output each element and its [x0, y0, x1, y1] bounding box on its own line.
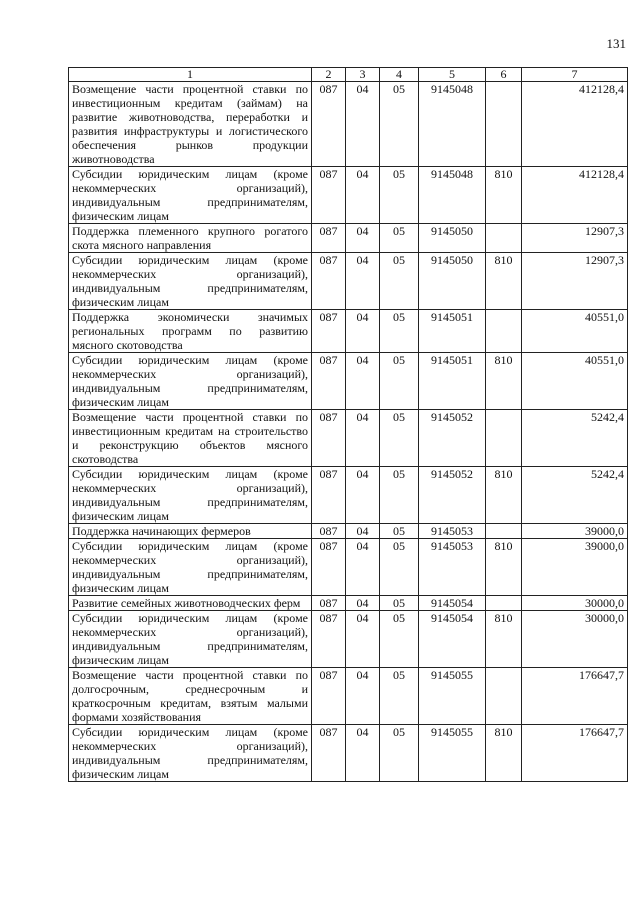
- code-cell: 9145053: [419, 524, 486, 539]
- code-cell: 9145050: [419, 253, 486, 310]
- header-cell: 6: [486, 68, 522, 82]
- code-cell: 05: [380, 410, 419, 467]
- item-name-cell: Субсидии юридическим лицам (кроме некоммерческих организаций), индивидуальным предпринимателям, физическим лицам: [69, 467, 312, 524]
- table-row: [69, 82, 628, 167]
- code-cell: 04: [346, 596, 380, 611]
- table-row: [69, 725, 628, 782]
- item-name-cell: Возмещение части процентной ставки по инвестиционным кредитам (займам) на развитие животноводства, переработки и развития инфраструктуры и логистического обеспечения рынков продукции животноводства: [69, 82, 312, 167]
- code-cell: 087: [312, 539, 346, 596]
- amount-cell: 12907,3: [522, 253, 628, 310]
- code-cell: 087: [312, 310, 346, 353]
- code-cell: 9145051: [419, 310, 486, 353]
- code-cell: 810: [486, 253, 522, 310]
- code-cell: 087: [312, 467, 346, 524]
- table-row: [69, 539, 628, 596]
- code-cell: 9145054: [419, 611, 486, 668]
- code-cell: 087: [312, 668, 346, 725]
- code-cell: 087: [312, 82, 346, 167]
- code-cell: 04: [346, 725, 380, 782]
- table-row: [69, 353, 628, 410]
- amount-cell: 39000,0: [522, 524, 628, 539]
- page-number: 131: [606, 36, 626, 51]
- amount-cell: 412128,4: [522, 167, 628, 224]
- code-cell: 9145053: [419, 539, 486, 596]
- item-name-cell: Субсидии юридическим лицам (кроме некоммерческих организаций), индивидуальным предпринимателям, физическим лицам: [69, 353, 312, 410]
- code-cell: [486, 410, 522, 467]
- code-cell: 04: [346, 539, 380, 596]
- header-cell: 3: [346, 68, 380, 82]
- table-row: [69, 167, 628, 224]
- code-cell: 05: [380, 310, 419, 353]
- code-cell: 9145052: [419, 410, 486, 467]
- code-cell: 810: [486, 539, 522, 596]
- header-cell: 2: [312, 68, 346, 82]
- table-row: [69, 253, 628, 310]
- code-cell: 810: [486, 611, 522, 668]
- amount-cell: 30000,0: [522, 596, 628, 611]
- code-cell: [486, 524, 522, 539]
- table-row: [69, 410, 628, 467]
- item-name-cell: Поддержка экономически значимых региональных программ по развитию мясного скотоводства: [69, 310, 312, 353]
- code-cell: [486, 82, 522, 167]
- code-cell: 9145048: [419, 167, 486, 224]
- code-cell: 04: [346, 611, 380, 668]
- code-cell: 05: [380, 167, 419, 224]
- code-cell: 9145055: [419, 668, 486, 725]
- amount-cell: 40551,0: [522, 310, 628, 353]
- code-cell: 087: [312, 410, 346, 467]
- code-cell: 05: [380, 224, 419, 253]
- code-cell: 810: [486, 353, 522, 410]
- amount-cell: 40551,0: [522, 353, 628, 410]
- code-cell: 04: [346, 253, 380, 310]
- table-row: [69, 668, 628, 725]
- amount-cell: 5242,4: [522, 410, 628, 467]
- item-name-cell: Поддержка племенного крупного рогатого скота мясного направления: [69, 224, 312, 253]
- code-cell: 05: [380, 524, 419, 539]
- code-cell: 810: [486, 167, 522, 224]
- code-cell: 05: [380, 82, 419, 167]
- table-row: [69, 524, 628, 539]
- code-cell: 087: [312, 253, 346, 310]
- code-cell: 04: [346, 410, 380, 467]
- code-cell: 9145054: [419, 596, 486, 611]
- item-name-cell: Субсидии юридическим лицам (кроме некоммерческих организаций), индивидуальным предпринимателям, физическим лицам: [69, 167, 312, 224]
- code-cell: 04: [346, 310, 380, 353]
- amount-cell: 39000,0: [522, 539, 628, 596]
- header-cell: 1: [69, 68, 312, 82]
- code-cell: 05: [380, 539, 419, 596]
- code-cell: 9145051: [419, 353, 486, 410]
- code-cell: 9145055: [419, 725, 486, 782]
- code-cell: 810: [486, 467, 522, 524]
- code-cell: 05: [380, 725, 419, 782]
- code-cell: 04: [346, 224, 380, 253]
- code-cell: [486, 596, 522, 611]
- code-cell: 04: [346, 524, 380, 539]
- item-name-cell: Возмещение части процентной ставки по долгосрочным, среднесрочным и краткосрочным кредитам, взятым малыми формами хозяйствования: [69, 668, 312, 725]
- code-cell: 087: [312, 224, 346, 253]
- code-cell: 04: [346, 82, 380, 167]
- code-cell: 05: [380, 353, 419, 410]
- item-name-cell: Субсидии юридическим лицам (кроме некоммерческих организаций), индивидуальным предпринимателям, физическим лицам: [69, 611, 312, 668]
- amount-cell: 5242,4: [522, 467, 628, 524]
- code-cell: 087: [312, 596, 346, 611]
- table-row: [69, 310, 628, 353]
- code-cell: 04: [346, 467, 380, 524]
- header-cell: 5: [419, 68, 486, 82]
- item-name-cell: Субсидии юридическим лицам (кроме некоммерческих организаций), индивидуальным предпринимателям, физическим лицам: [69, 253, 312, 310]
- item-name-cell: Развитие семейных животноводческих ферм: [69, 596, 312, 611]
- code-cell: 9145048: [419, 82, 486, 167]
- budget-table: [68, 67, 628, 782]
- header-row: [69, 68, 628, 82]
- code-cell: 05: [380, 467, 419, 524]
- table-row: [69, 611, 628, 668]
- item-name-cell: Субсидии юридическим лицам (кроме некоммерческих организаций), индивидуальным предпринимателям, физическим лицам: [69, 725, 312, 782]
- code-cell: 087: [312, 725, 346, 782]
- amount-cell: 12907,3: [522, 224, 628, 253]
- code-cell: 087: [312, 611, 346, 668]
- table-row: [69, 596, 628, 611]
- code-cell: 087: [312, 353, 346, 410]
- code-cell: [486, 310, 522, 353]
- header-cell: 4: [380, 68, 419, 82]
- amount-cell: 30000,0: [522, 611, 628, 668]
- code-cell: 05: [380, 611, 419, 668]
- code-cell: 04: [346, 353, 380, 410]
- code-cell: 087: [312, 167, 346, 224]
- code-cell: 04: [346, 668, 380, 725]
- code-cell: 810: [486, 725, 522, 782]
- table-row: [69, 224, 628, 253]
- amount-cell: 412128,4: [522, 82, 628, 167]
- amount-cell: 176647,7: [522, 668, 628, 725]
- code-cell: 9145052: [419, 467, 486, 524]
- code-cell: 087: [312, 524, 346, 539]
- code-cell: 05: [380, 668, 419, 725]
- code-cell: 04: [346, 167, 380, 224]
- code-cell: 9145050: [419, 224, 486, 253]
- table-row: [69, 467, 628, 524]
- code-cell: [486, 224, 522, 253]
- item-name-cell: Поддержка начинающих фермеров: [69, 524, 312, 539]
- item-name-cell: Возмещение части процентной ставки по инвестиционным кредитам на строительство и реконструкцию объектов мясного скотоводства: [69, 410, 312, 467]
- code-cell: 05: [380, 253, 419, 310]
- amount-cell: 176647,7: [522, 725, 628, 782]
- code-cell: [486, 668, 522, 725]
- code-cell: 05: [380, 596, 419, 611]
- item-name-cell: Субсидии юридическим лицам (кроме некоммерческих организаций), индивидуальным предпринимателям, физическим лицам: [69, 539, 312, 596]
- header-cell: 7: [522, 68, 628, 82]
